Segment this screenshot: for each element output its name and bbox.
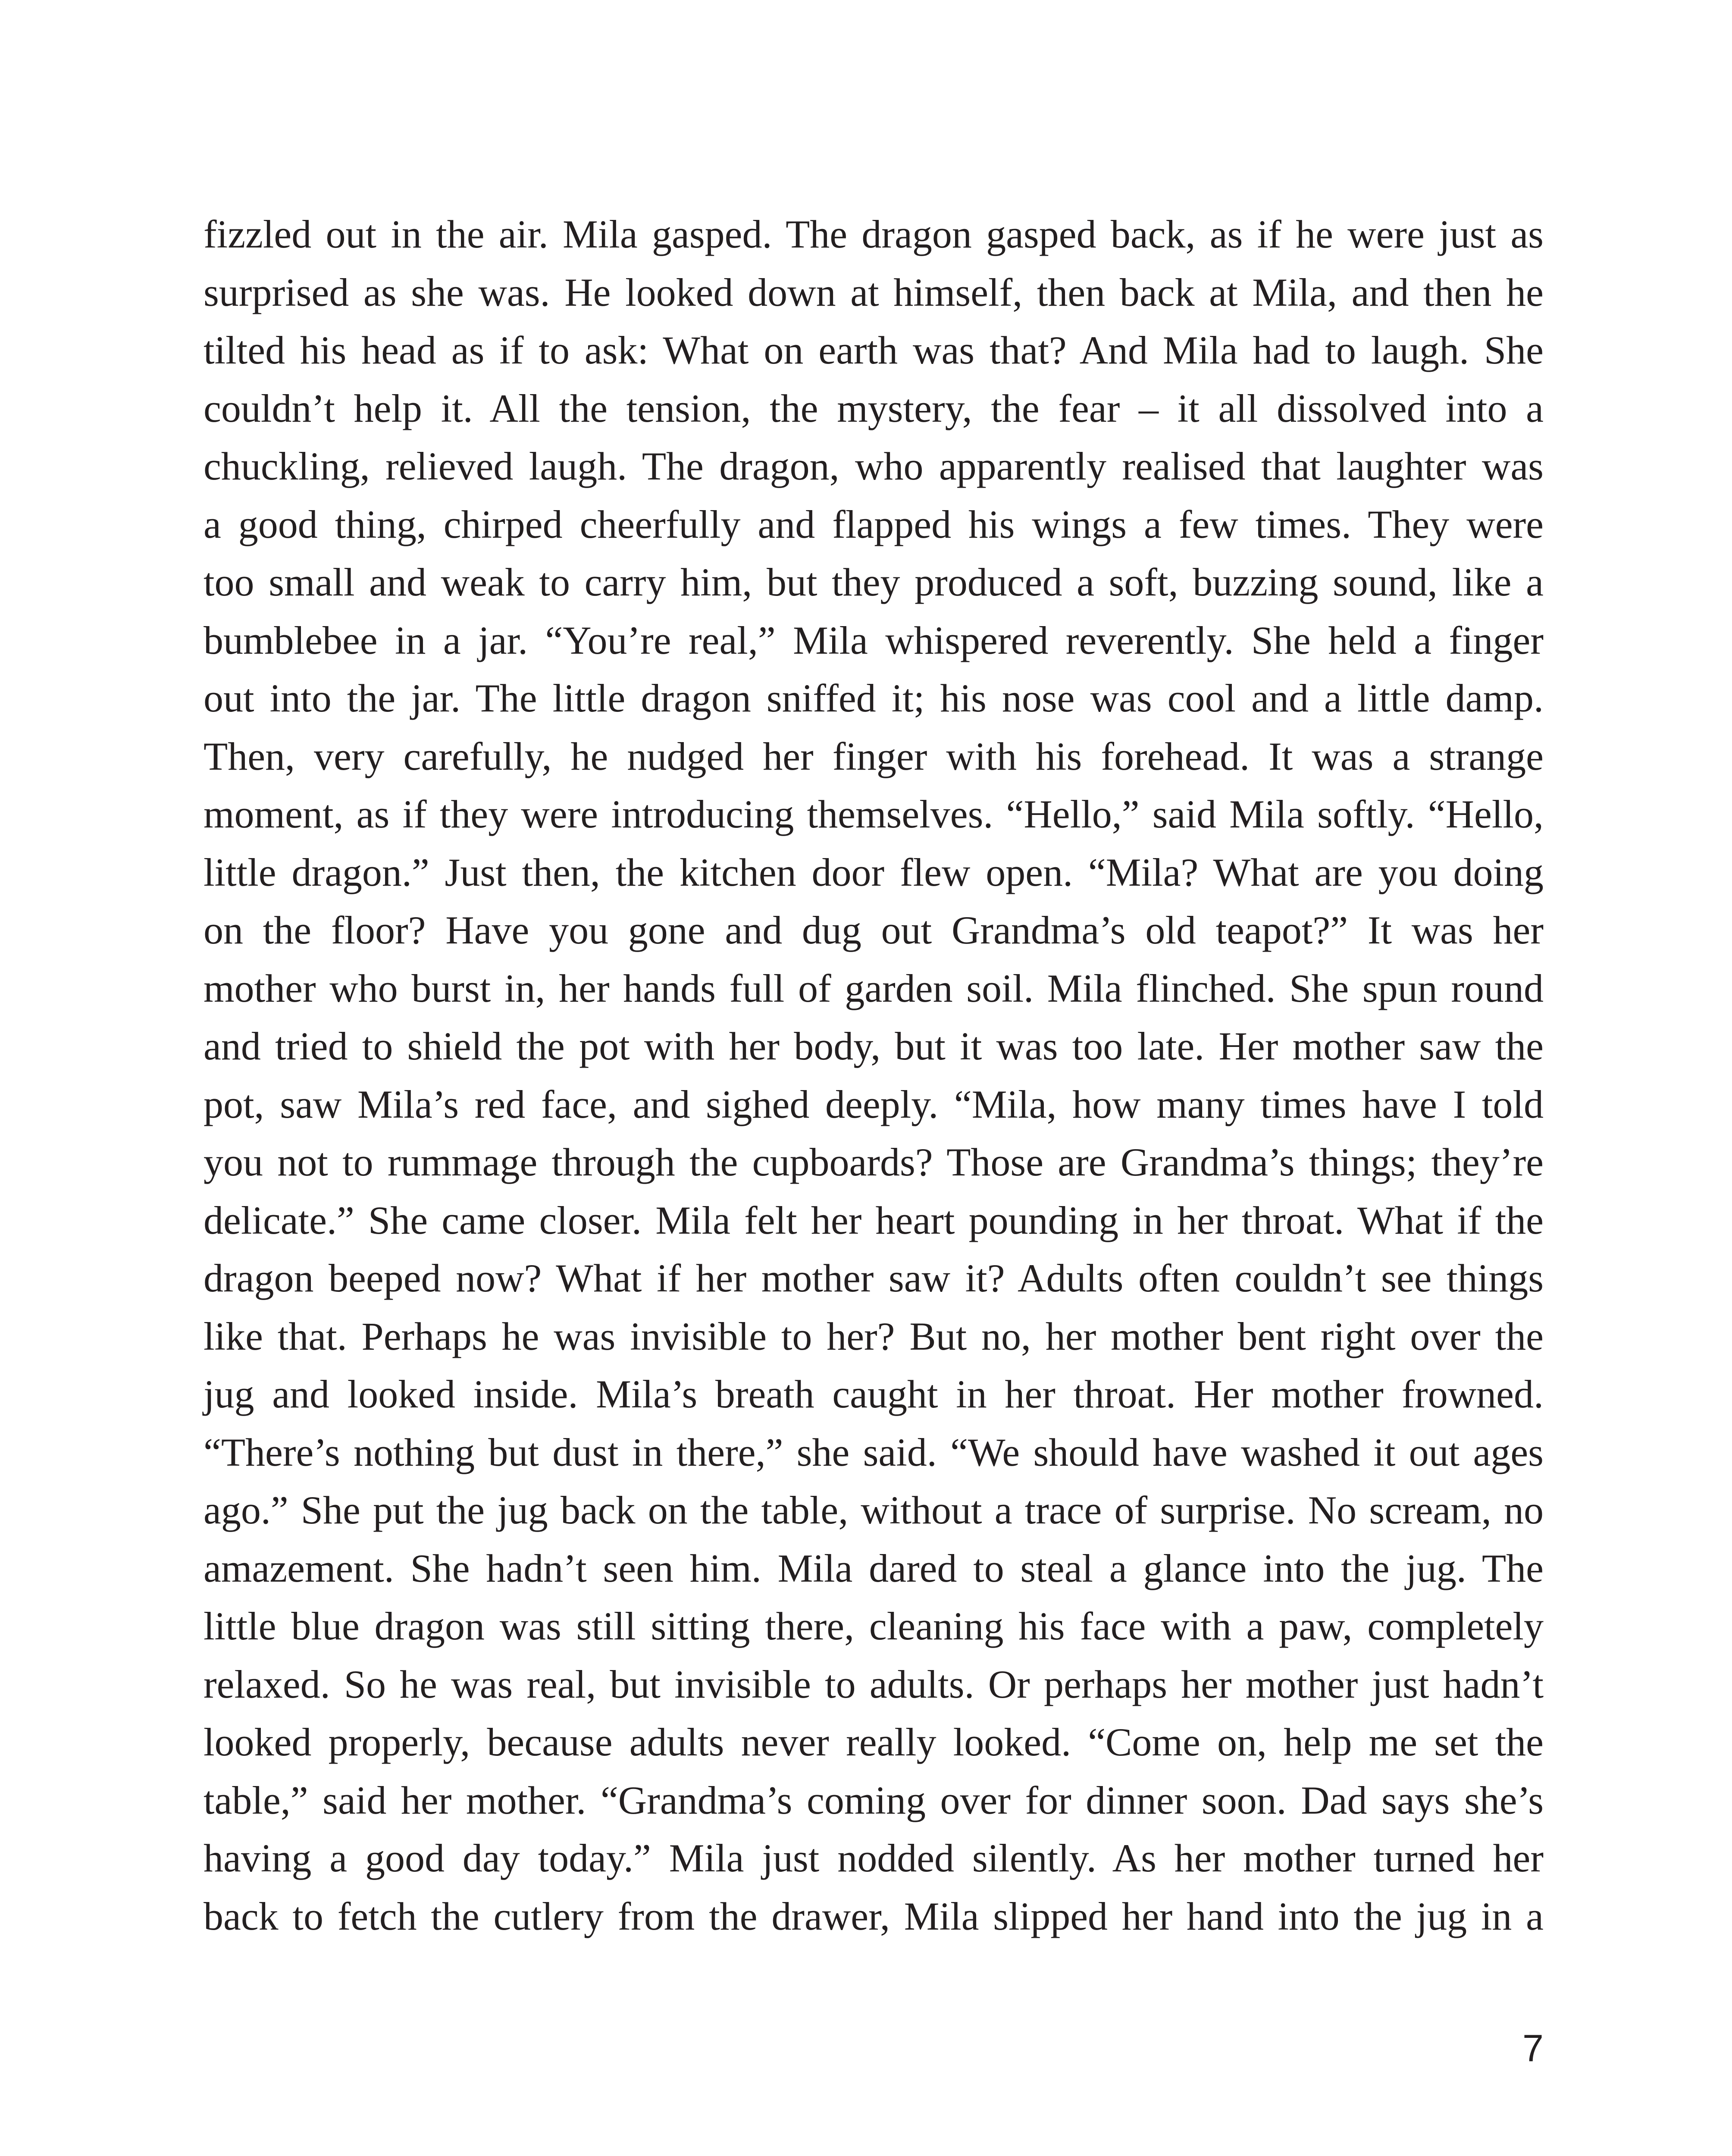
text-line: fizzled out in the air. Mila gasped. The dragon gasped back, as if he were just as (204, 212, 1544, 256)
text-line: like that. Perhaps he was invisible to her? But no, her mother bent right over the (204, 1314, 1544, 1358)
text-line: jug and looked inside. Mila’s breath caught in her throat. Her mother frowned. (204, 1372, 1544, 1416)
text-line: surprised as she was. He looked down at himself, then back at Mila, and then he (204, 270, 1544, 314)
text-line: on the floor? Have you gone and dug out Grandma’s old teapot?” It was her (204, 908, 1544, 952)
body-text (204, 205, 1544, 1945)
text-line: table,” said her mother. “Grandma’s coming over for dinner soon. Dad says she’s (204, 1778, 1544, 1822)
text-line: you not to rummage through the cupboards? Those are Grandma’s things; they’re (204, 1140, 1544, 1184)
text-line: looked properly, because adults never really looked. “Come on, help me set the (204, 1720, 1544, 1764)
text-line: too small and weak to carry him, but they produced a soft, buzzing sound, like a (204, 560, 1544, 604)
text-line: moment, as if they were introducing themselves. “Hello,” said Mila softly. “Hello, (204, 792, 1544, 836)
text-line: relaxed. So he was real, but invisible to adults. Or perhaps her mother just hadn’t (204, 1662, 1544, 1706)
text-line: and tried to shield the pot with her body, but it was too late. Her mother saw the (204, 1024, 1544, 1068)
text-line: bumblebee in a jar. “You’re real,” Mila whispered reverently. She held a finger (204, 618, 1544, 662)
text-line: pot, saw Mila’s red face, and sighed deeply. “Mila, how many times have I told (204, 1082, 1544, 1126)
text-line: amazement. She hadn’t seen him. Mila dared to steal a glance into the jug. The (204, 1546, 1544, 1590)
text-line: back to fetch the cutlery from the drawer, Mila slipped her hand into the jug in a (204, 1894, 1544, 1938)
text-line: dragon beeped now? What if her mother saw it? Adults often couldn’t see things (204, 1256, 1544, 1300)
text-line: “There’s nothing but dust in there,” she said. “We should have washed it out ages (204, 1430, 1544, 1474)
text-line: chuckling, relieved laugh. The dragon, who apparently realised that laughter was (204, 444, 1544, 488)
text-line: mother who burst in, her hands full of garden soil. Mila flinched. She spun round (204, 966, 1544, 1010)
text-line: little blue dragon was still sitting there, cleaning his face with a paw, completely (204, 1604, 1544, 1648)
text-line: couldn’t help it. All the tension, the mystery, the fear – it all dissolved into a (204, 386, 1544, 430)
text-line: little dragon.” Just then, the kitchen door flew open. “Mila? What are you doing (204, 850, 1544, 894)
page-number: 7 (1522, 2027, 1544, 2069)
text-line: having a good day today.” Mila just nodded silently. As her mother turned her (204, 1836, 1544, 1880)
text-line: tilted his head as if to ask: What on earth was that? And Mila had to laugh. She (204, 328, 1544, 372)
text-line: Then, very carefully, he nudged her finger with his forehead. It was a strange (204, 734, 1544, 778)
text-line: delicate.” She came closer. Mila felt her heart pounding in her throat. What if the (204, 1198, 1544, 1242)
text-line: a good thing, chirped cheerfully and flapped his wings a few times. They were (204, 502, 1544, 546)
text-line: out into the jar. The little dragon sniffed it; his nose was cool and a little damp. (204, 676, 1544, 720)
text-line: ago.” She put the jug back on the table, without a trace of surprise. No scream, no (204, 1488, 1544, 1532)
